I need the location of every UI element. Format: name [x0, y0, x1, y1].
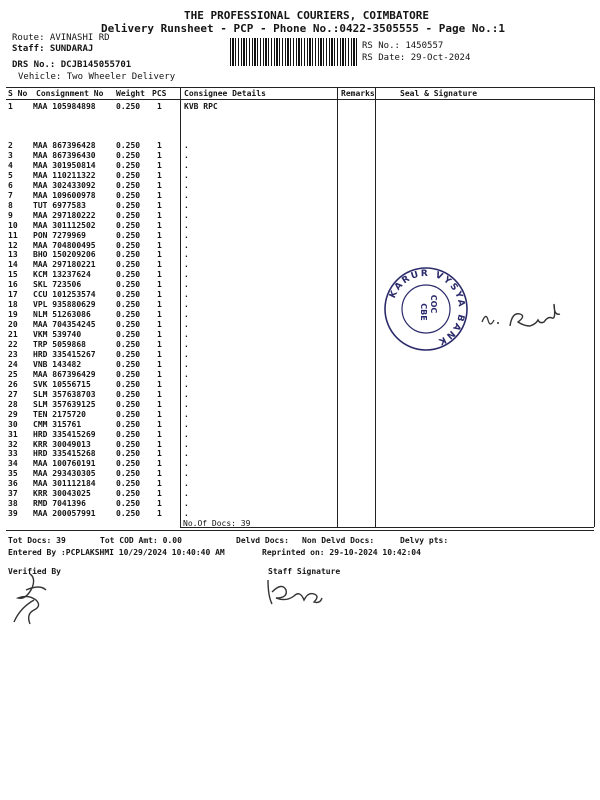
cell-pcs: 1	[157, 429, 162, 439]
runsheet-title: Delivery Runsheet - PCP - Phone No.:0422-3505555 - Page No.:1	[101, 22, 505, 35]
cell-sno: 26	[8, 379, 18, 389]
cell-weight: 0.250	[116, 230, 141, 240]
cell-weight: 0.250	[116, 379, 141, 389]
cell-consignment: MAA 704354245	[33, 320, 96, 330]
col-header-consignment: Consignment No	[36, 89, 104, 98]
cell-consignee: .	[184, 369, 189, 379]
cell-consignee: .	[184, 409, 189, 419]
cell-consignment: CCU 101253574	[33, 290, 96, 300]
entered-by: Entered By :PCPLAKSHMI 10/29/2024 10:40:40 AM	[8, 548, 225, 557]
cell-consignment: MAA 297180222	[33, 210, 96, 220]
cell-sno: 30	[8, 419, 18, 429]
col-header-remarks: Remarks	[341, 89, 375, 98]
cell-pcs: 1	[157, 459, 162, 469]
col-header-sno: S No	[8, 89, 28, 98]
cell-sno: 27	[8, 389, 18, 399]
cell-pcs: 1	[157, 479, 162, 489]
no-of-docs: No.Of Docs: 39	[183, 519, 251, 528]
cell-weight: 0.250	[116, 250, 141, 260]
cell-weight: 0.250	[116, 399, 141, 409]
cell-weight: 0.250	[116, 340, 141, 349]
cell-pcs: 1	[157, 290, 162, 300]
cell-pcs: 1	[157, 469, 162, 479]
cell-pcs: 1	[157, 160, 162, 170]
cell-pcs: 1	[157, 409, 162, 419]
cell-consignee: .	[184, 170, 189, 180]
cell-consignee: .	[184, 340, 189, 349]
cell-consignee: .	[184, 399, 189, 409]
cell-consignee: .	[184, 359, 189, 369]
cell-consignee: .	[184, 180, 189, 190]
cell-consignee: .	[184, 280, 189, 290]
cell-weight: 0.250	[116, 389, 141, 399]
cell-sno: 14	[8, 260, 18, 270]
verifier-signature	[8, 570, 54, 626]
cell-consignee: .	[184, 379, 189, 389]
cell-weight: 0.250	[116, 459, 141, 469]
tot-cod-amt: Tot COD Amt: 0.00	[100, 536, 182, 545]
cell-consignee: KVB RPC	[184, 102, 218, 111]
cell-pcs: 1	[157, 260, 162, 270]
cell-weight: 0.250	[116, 489, 141, 499]
cell-consignment: KRR 30043025	[33, 489, 91, 499]
cell-weight: 0.250	[116, 240, 141, 250]
cell-sno: 38	[8, 499, 18, 509]
cell-weight: 0.250	[116, 419, 141, 429]
cell-weight: 0.250	[116, 260, 141, 270]
svg-text:KARUR VYSYA BANK: KARUR VYSYA BANK	[388, 268, 467, 347]
cell-sno: 25	[8, 369, 18, 379]
cell-pcs: 1	[157, 270, 162, 280]
cell-sno: 1	[8, 102, 13, 111]
cell-consignment: MAA 867396428	[33, 141, 96, 150]
cell-pcs: 1	[157, 359, 162, 369]
cell-pcs: 1	[157, 141, 162, 150]
cell-consignee: .	[184, 290, 189, 300]
cell-pcs: 1	[157, 230, 162, 240]
cell-sno: 13	[8, 250, 18, 260]
cell-sno: 35	[8, 469, 18, 479]
cell-consignee: .	[184, 429, 189, 439]
cell-pcs: 1	[157, 489, 162, 499]
cell-pcs: 1	[157, 102, 162, 111]
cell-weight: 0.250	[116, 509, 141, 519]
cell-sno: 22	[8, 340, 18, 349]
cell-sno: 12	[8, 240, 18, 250]
cell-consignment: VPL 935880629	[33, 300, 96, 310]
cell-consignment: HRD 335415269	[33, 429, 96, 439]
cell-consignee: .	[184, 220, 189, 230]
cell-consignee: .	[184, 310, 189, 320]
cell-sno: 23	[8, 349, 18, 359]
cell-consignee: .	[184, 190, 189, 200]
cell-consignment: MAA 301112184	[33, 479, 96, 489]
cell-consignment: HRD 335415267	[33, 349, 96, 359]
delvd-docs: Delvd Docs:	[236, 536, 289, 545]
cell-pcs: 1	[157, 320, 162, 330]
cell-pcs: 1	[157, 250, 162, 260]
cell-weight: 0.250	[116, 479, 141, 489]
cell-sno: 28	[8, 399, 18, 409]
cell-sno: 32	[8, 439, 18, 449]
company-name: THE PROFESSIONAL COURIERS, COIMBATORE	[184, 9, 430, 22]
cell-pcs: 1	[157, 509, 162, 519]
cell-sno: 7	[8, 190, 13, 200]
cell-pcs: 1	[157, 369, 162, 379]
cell-sno: 9	[8, 210, 13, 220]
col-header-pcs: PCS	[152, 89, 167, 98]
cell-consignment: MAA 867396429	[33, 369, 96, 379]
cell-consignee: .	[184, 489, 189, 499]
cell-sno: 39	[8, 509, 18, 519]
cell-weight: 0.250	[116, 180, 141, 190]
cell-weight: 0.250	[116, 310, 141, 320]
cell-weight: 0.250	[116, 469, 141, 479]
cell-weight: 0.250	[116, 141, 141, 150]
svg-text:CBE: CBE	[419, 303, 428, 321]
cell-weight: 0.250	[116, 349, 141, 359]
cell-consignment: SLM 357638703	[33, 389, 96, 399]
tot-docs: Tot Docs: 39	[8, 536, 66, 545]
cell-pcs: 1	[157, 280, 162, 290]
cell-sno: 10	[8, 220, 18, 230]
cell-weight: 0.250	[116, 210, 141, 220]
cell-sno: 33	[8, 449, 18, 459]
cell-weight: 0.250	[116, 429, 141, 439]
cell-pcs: 1	[157, 190, 162, 200]
bank-seal-stamp	[383, 266, 469, 352]
cell-sno: 8	[8, 200, 13, 210]
cell-consignee: .	[184, 240, 189, 250]
table-top-border	[6, 87, 594, 88]
cell-consignee: .	[184, 499, 189, 509]
cell-consignee: .	[184, 449, 189, 459]
cell-sno: 20	[8, 320, 18, 330]
cell-weight: 0.250	[116, 190, 141, 200]
cell-pcs: 1	[157, 439, 162, 449]
cell-consignment: MAA 109600978	[33, 190, 96, 200]
cell-sno: 19	[8, 310, 18, 320]
cell-weight: 0.250	[116, 150, 141, 160]
cell-weight: 0.250	[116, 280, 141, 290]
vehicle-label: Vehicle: Two Wheeler Delivery	[18, 72, 176, 82]
cell-consignment: MAA 110211322	[33, 170, 96, 180]
cell-pcs: 1	[157, 310, 162, 320]
reprinted-on: Reprinted on: 29-10-2024 10:42:04	[262, 548, 421, 557]
cell-weight: 0.250	[116, 320, 141, 330]
cell-sno: 21	[8, 330, 18, 340]
cell-sno: 34	[8, 459, 18, 469]
cell-sno: 3	[8, 150, 13, 160]
receiver-signature	[476, 296, 580, 336]
cell-pcs: 1	[157, 180, 162, 190]
cell-pcs: 1	[157, 150, 162, 160]
cell-sno: 5	[8, 170, 13, 180]
cell-pcs: 1	[157, 330, 162, 340]
cell-consignment: VKM 539740	[33, 330, 82, 340]
cell-weight: 0.250	[116, 170, 141, 180]
cell-sno: 18	[8, 300, 18, 310]
cell-sno: 15	[8, 270, 18, 280]
route-label: Route: AVINASHI RD	[12, 33, 110, 43]
cell-pcs: 1	[157, 300, 162, 310]
cell-pcs: 1	[157, 240, 162, 250]
delvy-pts: Delvy pts:	[400, 536, 449, 545]
col-header-weight: Weight	[116, 89, 145, 98]
cell-consignment: RMD 7041396	[33, 499, 86, 509]
cell-weight: 0.250	[116, 102, 141, 111]
cell-weight: 0.250	[116, 409, 141, 419]
cell-sno: 17	[8, 290, 18, 300]
cell-pcs: 1	[157, 170, 162, 180]
cell-consignment: MAA 200057991	[33, 509, 96, 519]
cell-sno: 37	[8, 489, 18, 499]
cell-consignment: MAA 704800495	[33, 240, 96, 250]
cell-consignee: .	[184, 459, 189, 469]
column-divider	[375, 87, 376, 527]
cell-sno: 6	[8, 180, 13, 190]
column-divider	[594, 87, 595, 527]
cell-weight: 0.250	[116, 359, 141, 369]
table-header-border	[6, 99, 594, 100]
non-delvd-docs: Non Delvd Docs:	[302, 536, 375, 545]
cell-consignee: .	[184, 439, 189, 449]
svg-text:COC: COC	[429, 294, 438, 314]
cell-consignment: KCM 13237624	[33, 270, 91, 280]
cell-weight: 0.250	[116, 499, 141, 509]
cell-consignment: CMM 315761	[33, 419, 82, 429]
cell-consignment: PON 7279969	[33, 230, 86, 240]
cell-consignee: .	[184, 330, 189, 340]
cell-consignment: SLM 357639125	[33, 399, 96, 409]
cell-weight: 0.250	[116, 439, 141, 449]
cell-consignee: .	[184, 349, 189, 359]
cell-consignment: MAA 301950814	[33, 160, 96, 170]
cell-pcs: 1	[157, 220, 162, 230]
cell-pcs: 1	[157, 499, 162, 509]
cell-consignment: MAA 297180221	[33, 260, 96, 270]
cell-pcs: 1	[157, 449, 162, 459]
rs-date: RS Date: 29-Oct-2024	[362, 53, 471, 63]
cell-consignee: .	[184, 141, 189, 150]
cell-consignment: TEN 2175720	[33, 409, 86, 419]
cell-sno: 16	[8, 280, 18, 290]
cell-consignee: .	[184, 150, 189, 160]
cell-consignment: TRP 5059868	[33, 340, 86, 349]
column-divider	[337, 87, 338, 527]
cell-weight: 0.250	[116, 449, 141, 459]
footer-top-border	[6, 530, 594, 531]
cell-consignment: KRR 30049013	[33, 439, 91, 449]
cell-weight: 0.250	[116, 270, 141, 280]
cell-consignment: MAA 105984898	[33, 102, 96, 111]
cell-sno: 36	[8, 479, 18, 489]
cell-consignee: .	[184, 250, 189, 260]
col-header-consignee: Consignee Details	[184, 89, 266, 98]
cell-consignee: .	[184, 270, 189, 280]
staff-signature	[262, 570, 334, 612]
cell-pcs: 1	[157, 389, 162, 399]
cell-sno: 24	[8, 359, 18, 369]
drs-number: DRS No.: DCJB145055701	[12, 60, 132, 70]
cell-consignee: .	[184, 200, 189, 210]
cell-weight: 0.250	[116, 300, 141, 310]
cell-consignment: SVK 10556715	[33, 379, 91, 389]
cell-consignment: VNB 143482	[33, 359, 82, 369]
barcode	[230, 38, 358, 66]
staff-label: Staff: SUNDARAJ	[12, 44, 94, 54]
cell-sno: 11	[8, 230, 18, 240]
cell-consignment: NLM 51263086	[33, 310, 91, 320]
cell-consignee: .	[184, 320, 189, 330]
verified-by-label: Verified By	[8, 567, 61, 576]
cell-consignment: MAA 867396430	[33, 150, 96, 160]
cell-pcs: 1	[157, 340, 162, 349]
cell-pcs: 1	[157, 349, 162, 359]
cell-consignee: .	[184, 419, 189, 429]
cell-weight: 0.250	[116, 369, 141, 379]
cell-consignee: .	[184, 160, 189, 170]
cell-weight: 0.250	[116, 330, 141, 340]
cell-consignee: .	[184, 230, 189, 240]
cell-consignment: MAA 301112502	[33, 220, 96, 230]
cell-pcs: 1	[157, 419, 162, 429]
cell-consignee: .	[184, 210, 189, 220]
col-header-seal: Seal & Signature	[400, 89, 478, 98]
cell-pcs: 1	[157, 210, 162, 220]
cell-pcs: 1	[157, 399, 162, 409]
cell-consignment: TUT 6977583	[33, 200, 86, 210]
cell-consignee: .	[184, 389, 189, 399]
cell-consignment: SKL 723506	[33, 280, 82, 290]
staff-signature-label: Staff Signature	[268, 567, 341, 576]
cell-sno: 2	[8, 141, 13, 150]
cell-consignee: .	[184, 469, 189, 479]
cell-pcs: 1	[157, 200, 162, 210]
cell-consignment: MAA 100760191	[33, 459, 96, 469]
cell-pcs: 1	[157, 379, 162, 389]
cell-weight: 0.250	[116, 160, 141, 170]
cell-weight: 0.250	[116, 200, 141, 210]
cell-consignee: .	[184, 479, 189, 489]
cell-sno: 29	[8, 409, 18, 419]
cell-weight: 0.250	[116, 220, 141, 230]
cell-sno: 31	[8, 429, 18, 439]
cell-consignment: MAA 302433092	[33, 180, 96, 190]
cell-consignee: .	[184, 260, 189, 270]
cell-consignment: MAA 293430305	[33, 469, 96, 479]
rs-number: RS No.: 1450557	[362, 41, 444, 51]
cell-consignment: BHO 150209206	[33, 250, 96, 260]
column-divider	[180, 87, 181, 527]
cell-sno: 4	[8, 160, 13, 170]
cell-weight: 0.250	[116, 290, 141, 300]
cell-consignee: .	[184, 509, 189, 519]
cell-consignment: HRD 335415268	[33, 449, 96, 459]
cell-consignee: .	[184, 300, 189, 310]
